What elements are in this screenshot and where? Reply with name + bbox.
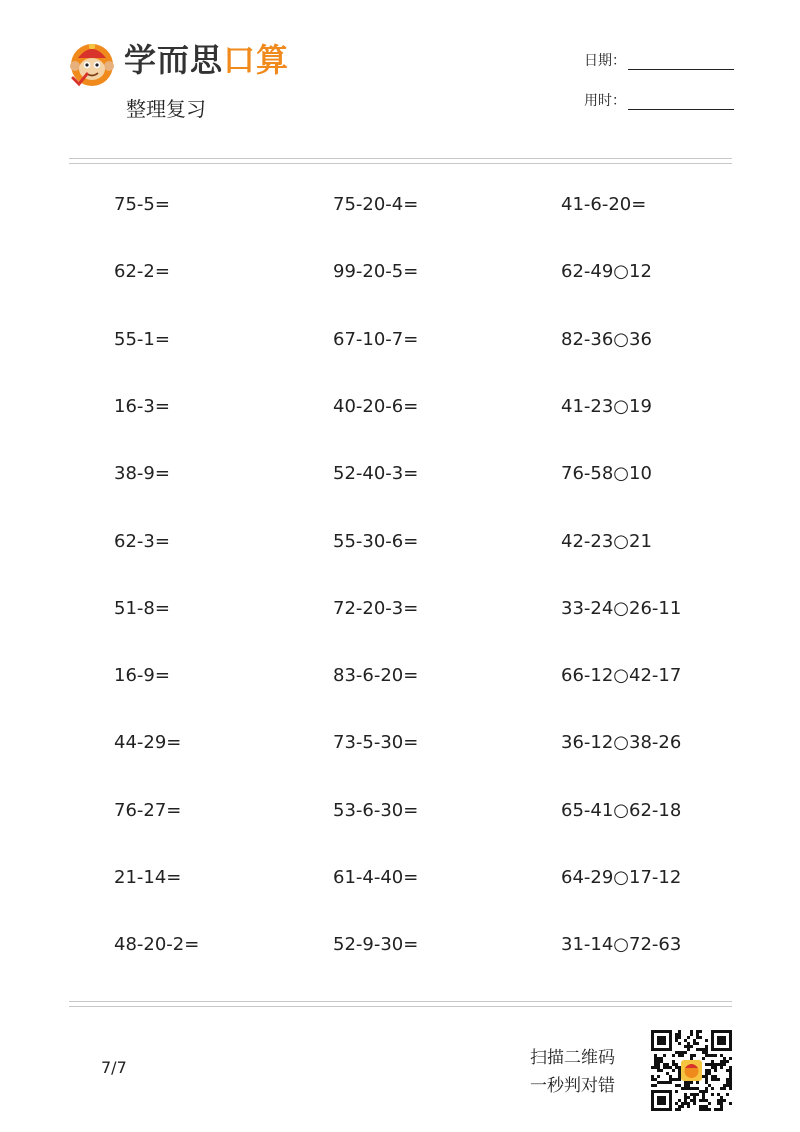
worksheet-title: 整理复习: [126, 97, 206, 121]
problem-3-8: 66-12○42-17: [561, 665, 682, 686]
header-divider-top: [69, 158, 732, 159]
problem-3-3: 82-36○36: [561, 329, 652, 350]
problem-3-6: 42-23○21: [561, 531, 652, 552]
header-divider-bottom: [69, 163, 732, 164]
date-label: 日期：: [584, 53, 626, 69]
time-label: 用时：: [584, 93, 626, 109]
problem-2-6: 55-30-6=: [333, 531, 419, 552]
brand-name: 学而思: [124, 41, 224, 79]
scan-instructions: [530, 1044, 615, 1100]
problem-3-5: 76-58○10: [561, 463, 652, 484]
problem-1-2: 62-2=: [114, 261, 170, 282]
problem-3-12: 31-14○72-63: [561, 934, 682, 955]
qr-code-icon[interactable]: [651, 1030, 732, 1111]
problem-1-9: 44-29=: [114, 732, 182, 753]
problem-1-11: 21-14=: [114, 867, 182, 888]
problem-3-11: 64-29○17-12: [561, 867, 682, 888]
problem-3-2: 62-49○12: [561, 261, 652, 282]
problem-2-3: 67-10-7=: [333, 329, 419, 350]
problem-1-5: 38-9=: [114, 463, 170, 484]
brand-logo-text: [124, 40, 289, 80]
problem-1-1: 75-5=: [114, 194, 170, 215]
problem-1-10: 76-27=: [114, 800, 182, 821]
scan-line-1: 扫描二维码: [530, 1048, 615, 1068]
problem-3-10: 65-41○62-18: [561, 800, 682, 821]
problem-1-8: 16-9=: [114, 665, 170, 686]
problem-1-12: 48-20-2=: [114, 934, 200, 955]
worksheet-header: [0, 0, 800, 150]
footer-divider-top: [69, 1001, 732, 1002]
date-blank-line[interactable]: [628, 55, 734, 70]
problem-3-1: 41-6-20=: [561, 194, 647, 215]
problem-2-12: 52-9-30=: [333, 934, 419, 955]
problem-2-10: 53-6-30=: [333, 800, 419, 821]
problem-2-5: 52-40-3=: [333, 463, 419, 484]
page-number: 7/7: [101, 1058, 127, 1077]
problem-1-3: 55-1=: [114, 329, 170, 350]
problem-3-4: 41-23○19: [561, 396, 652, 417]
problem-3-9: 36-12○38-26: [561, 732, 682, 753]
problem-2-7: 72-20-3=: [333, 598, 419, 619]
problem-1-4: 16-3=: [114, 396, 170, 417]
problem-2-11: 61-4-40=: [333, 867, 419, 888]
problem-2-1: 75-20-4=: [333, 194, 419, 215]
scan-line-2: 一秒判对错: [530, 1076, 615, 1096]
brand-product: 口算: [223, 41, 290, 79]
time-blank-line[interactable]: [628, 95, 734, 110]
date-field[interactable]: [584, 52, 734, 70]
problem-2-4: 40-20-6=: [333, 396, 419, 417]
time-field[interactable]: [584, 92, 734, 110]
problem-1-6: 62-3=: [114, 531, 170, 552]
problem-2-2: 99-20-5=: [333, 261, 419, 282]
problem-2-8: 83-6-20=: [333, 665, 419, 686]
problem-1-7: 51-8=: [114, 598, 170, 619]
problem-2-9: 73-5-30=: [333, 732, 419, 753]
problem-3-7: 33-24○26-11: [561, 598, 682, 619]
monkey-mascot-icon: [67, 38, 117, 88]
footer-divider-bottom: [69, 1006, 732, 1007]
